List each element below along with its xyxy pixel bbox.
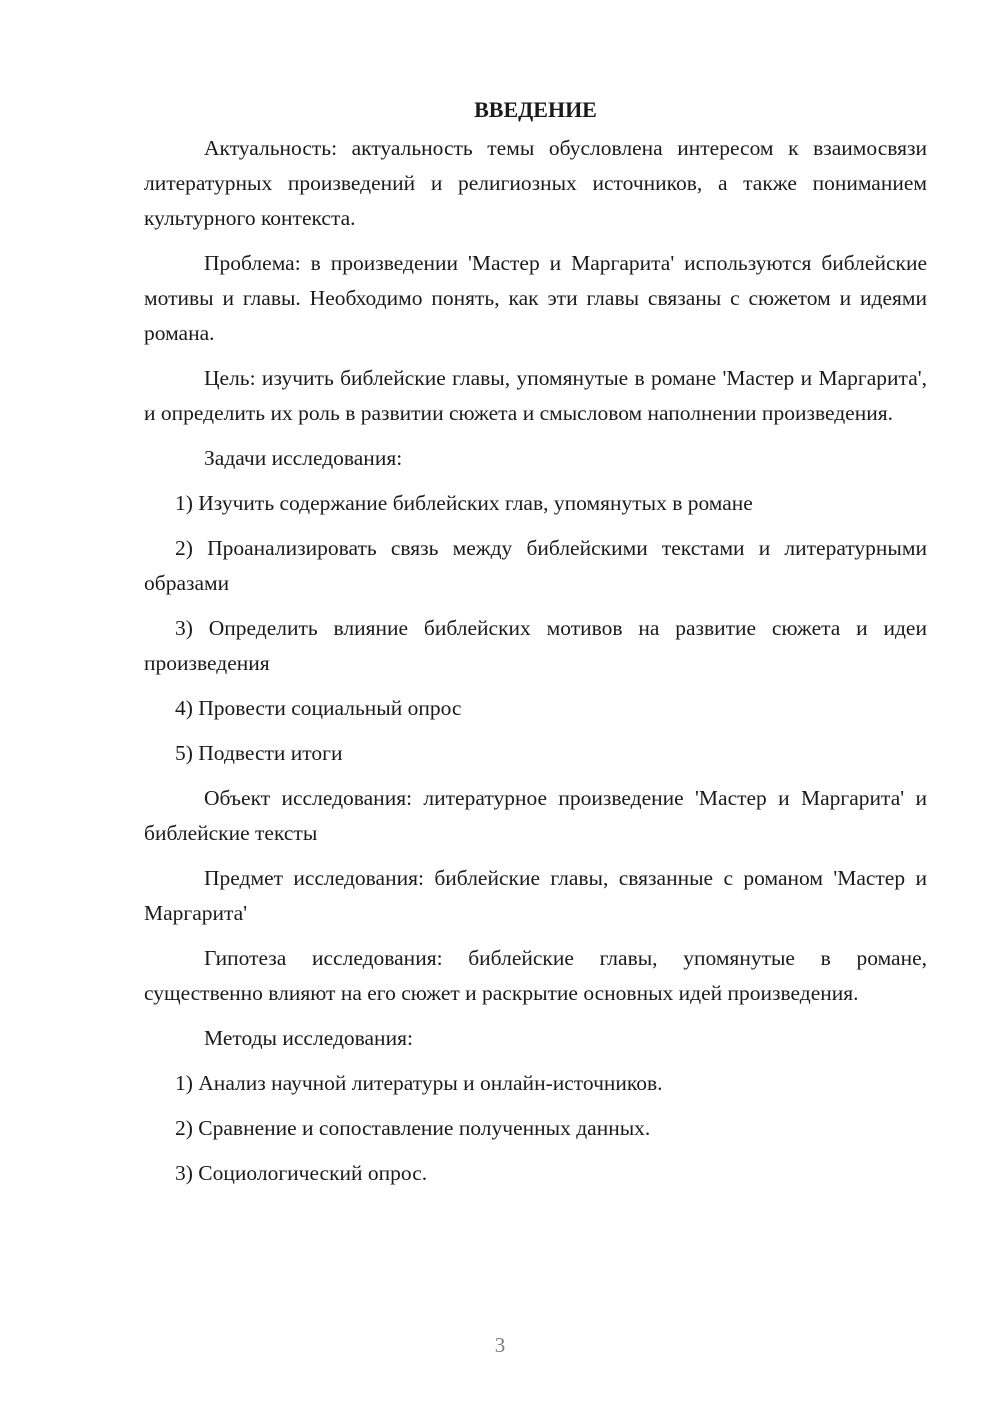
methods-title: Методы исследования: — [204, 1026, 413, 1050]
tasks-title: Задачи исследования: — [204, 446, 403, 470]
hypothesis-paragraph: Гипотеза исследования: библейские главы, упомянутые в романе, существенно влияют на его сюжет и раскрытие основных идей произведения. — [144, 946, 927, 1005]
task-item: 2) Проанализировать связь между библейскими текстами и литературными образами — [144, 536, 927, 595]
relevance-paragraph: Актуальность: актуальность темы обусловлена интересом к взаимосвязи литературных произведений и религиозных источников, а также пониманием культурного контекста. — [144, 136, 927, 230]
task-item: 5) Подвести итоги — [175, 741, 343, 765]
object-paragraph: Объект исследования: литературное произведение 'Мастер и Маргарита' и библейские тексты — [144, 786, 927, 845]
method-item: 3) Социологический опрос. — [175, 1161, 428, 1185]
problem-paragraph: Проблема: в произведении 'Мастер и Маргарита' используются библейские мотивы и главы. Необходимо понять, как эти главы связаны с сюжетом и идеями романа. — [144, 251, 927, 345]
method-item: 1) Анализ научной литературы и онлайн-источников. — [175, 1071, 663, 1095]
subject-paragraph: Предмет исследования: библейские главы, связанные с романом 'Мастер и Маргарита' — [144, 866, 927, 925]
task-item: 1) Изучить содержание библейских глав, упомянутых в романе — [175, 491, 753, 515]
method-item: 2) Сравнение и сопоставление полученных данных. — [175, 1116, 651, 1140]
goal-paragraph: Цель: изучить библейские главы, упомянутые в романе 'Мастер и Маргарита', и определить их роль в развитии сюжета и смысловом наполнении произведения. — [144, 366, 927, 425]
page-number: 3 — [494, 1333, 506, 1357]
task-item: 3) Определить влияние библейских мотивов на развитие сюжета и идеи произведения — [144, 616, 927, 675]
document-page — [144, 92, 927, 1191]
section-heading: ВВЕДЕНИЕ — [474, 97, 597, 122]
task-item: 4) Провести социальный опрос — [175, 696, 462, 720]
